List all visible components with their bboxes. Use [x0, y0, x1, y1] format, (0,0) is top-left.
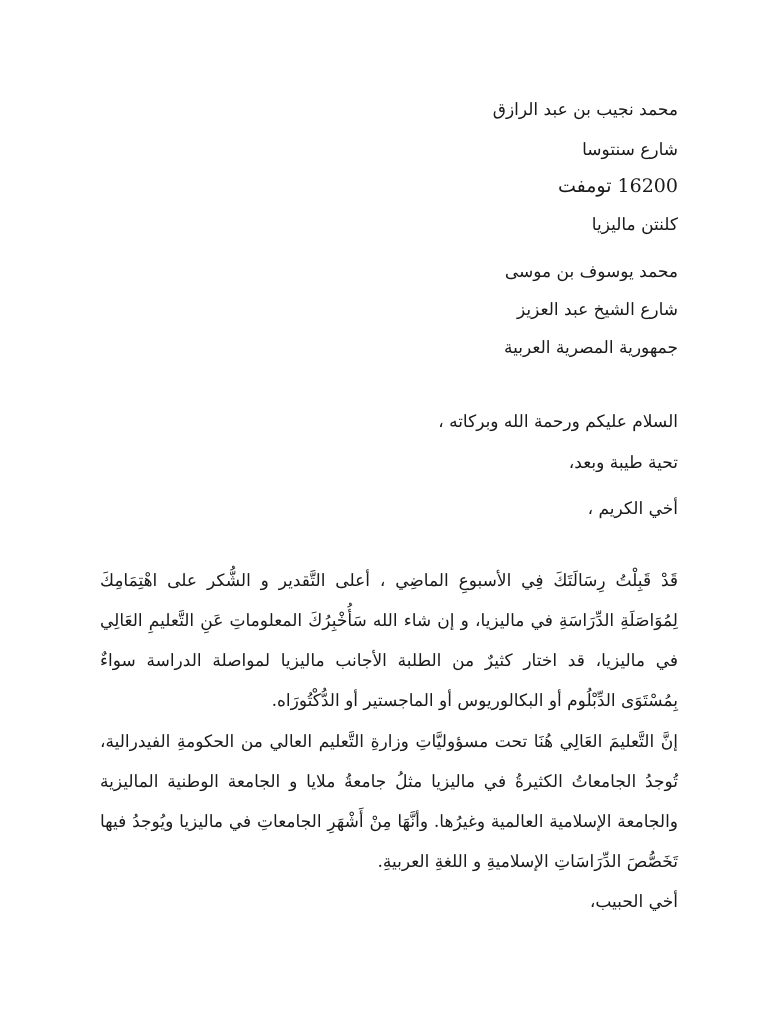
- closing-salutation: أخي الحبيب،: [589, 892, 678, 912]
- recipient-country: جمهورية المصرية العربية: [504, 338, 678, 358]
- body-paragraph-1: قَدْ قَبِلْتُ رِسَالَتَكَ فِي الأسبوعِ الماضِي ، أعلى التَّقدير و الشُّكر على اهْتِمَامِكَ لِمُوَاصَلَةِ الدِّرَاسَةِ في ماليزيا، و إن شاء الله سَأُخْبِرُكَ المعلوماتِ عَنِ التَّعليمِ العَالِي في ماليزيا، قد اختار كثيرٌ من الطلبة الأجانب ماليزيا لمواصلة الدراسة سواءٌ بِمُسْتَوَى الدِّبْلُوم أو البكالوريوس أو الماجستير أو الدُّكْتُورَاه.: [100, 571, 678, 711]
- sender-street: شارع سنتوسا: [582, 140, 678, 160]
- greeting-tahiya: تحية طيبة وبعد،: [568, 453, 678, 473]
- recipient-name: محمد يوسوف بن موسى: [504, 262, 678, 282]
- sender-name: محمد نجيب بن عبد الرازق: [492, 100, 678, 120]
- greeting-salam: السلام عليكم ورحمة الله وبركاته ،: [438, 412, 678, 432]
- recipient-street: شارع الشيخ عبد العزيز: [517, 300, 678, 320]
- sender-region: كلنتن ماليزيا: [591, 215, 678, 235]
- greeting-address: أخي الكريم ،: [587, 499, 678, 519]
- sender-city: 16200 تومفت: [557, 175, 678, 197]
- body-paragraph-2: إنَّ التَّعليمَ العَالِي هُنَا تحت مسؤوليَّاتِ وزارةِ التَّعليم العالي من الحكومةِ الفيدرالية، تُوجدُ الجامعاتُ الكثيرةُ في ماليزيا مثلُ جامعةُ ملايا و الجامعة الوطنية الماليزية والجامعة الإسلامية العالمية وغيرُها. وأنَّهَا مِنْ أَشْهَرِ الجامعاتِ في ماليزيا ويُوجدُ فيها تَخَصُّصَ الدِّرَاسَاتِ الإسلاميةِ و اللغةِ العربيةِ.: [100, 732, 678, 872]
